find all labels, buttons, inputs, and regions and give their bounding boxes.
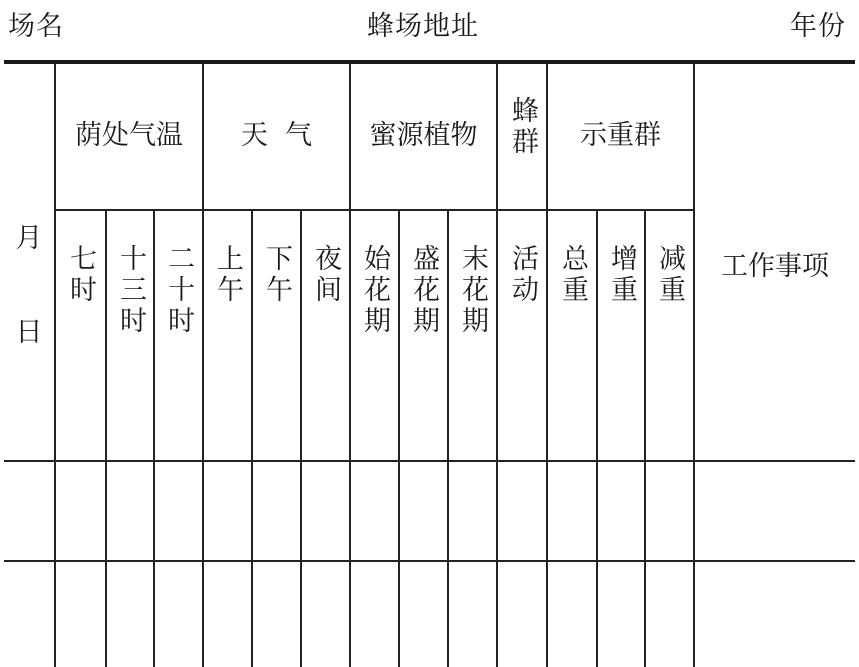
group-nectar-plants: 蜜源植物	[369, 120, 478, 151]
col-total-weight: 总重	[557, 244, 588, 306]
col-activity: 活动	[507, 244, 538, 306]
year-label: 年份	[790, 11, 846, 42]
col-morning: 上午	[212, 244, 243, 306]
day-label: 日	[15, 317, 43, 348]
group-weighed-colony: 示重群	[580, 120, 661, 151]
col-20h: 二十时	[163, 244, 194, 337]
group-colony: 蜂群	[507, 96, 538, 158]
col-afternoon: 下午	[261, 244, 292, 306]
col-7am: 七时	[65, 244, 96, 306]
col-13h: 十三时	[115, 244, 146, 337]
field-name-label: 场名	[8, 11, 64, 42]
group-shade-temperature: 荫处气温	[75, 120, 183, 151]
col-bloom-peak: 盛花期	[408, 244, 439, 337]
col-night: 夜间	[310, 244, 341, 306]
row-rule	[4, 460, 855, 462]
month-label: 月	[15, 223, 43, 254]
field-address-label: 蜂场地址	[367, 11, 479, 42]
col-bloom-start: 始花期	[359, 244, 390, 337]
header-rule	[4, 60, 855, 64]
row-rule	[4, 560, 855, 562]
group-weather: 天 气	[240, 120, 313, 151]
col-bloom-end: 末花期	[457, 244, 488, 337]
col-work-items: 工作事项	[721, 251, 829, 282]
subheader-rule	[54, 209, 695, 211]
col-weight-gain: 增重	[606, 244, 637, 306]
col-weight-loss: 减重	[654, 244, 685, 306]
col-divider	[693, 64, 695, 667]
